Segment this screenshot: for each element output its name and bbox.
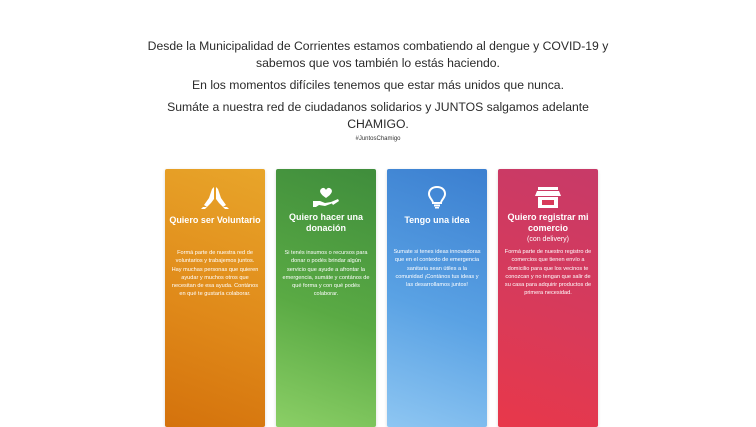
card-title <box>502 212 594 245</box>
hashtag: #JuntosChamigo <box>355 136 401 142</box>
card-donacion[interactable] <box>276 169 376 427</box>
card-idea[interactable] <box>387 169 487 427</box>
card-description: Si tenés insumos o recursos para donar o podés brindar algún servicio que ayude a afrontar la emergencia, sumáte y contános de qué forma y con qué podés colaborar. <box>282 250 370 298</box>
card-voluntario[interactable] <box>165 169 265 427</box>
card-title-text: Quiero registrar mi comercio <box>507 212 589 233</box>
card-title: Quiero ser Voluntario <box>169 215 261 225</box>
intro-line: CHAMIGO. <box>347 117 409 131</box>
card-description: Sumate si tenes ideas innovadoras que en el contexto de emergencia sanitaria sean útiles a la comunidad ¡Contános tus ideas y las desarrollamos juntos! <box>393 249 481 289</box>
intro-line: En los momentos difíciles tenemos que estar más unidos que nunca. <box>192 78 564 92</box>
praying-hands-icon <box>165 185 265 211</box>
store-icon <box>498 185 598 211</box>
intro-line: Sumáte a nuestra red de ciudadanos solidarios y JUNTOS salgamos adelante <box>167 100 589 114</box>
intro-text <box>0 38 756 133</box>
card-comercio[interactable] <box>498 169 598 427</box>
lightbulb-icon <box>387 185 487 211</box>
card-description: Formá parte de nuestra red de voluntarios y trabajemos juntos. Hay muchas personas que quieren ayudar y muchos otros que necesitan de esa ayuda. Contános en qué te gustaría colaborar. <box>171 250 259 298</box>
hand-heart-icon <box>276 185 376 211</box>
intro-line: sabemos que vos también lo estás haciendo. <box>256 56 500 70</box>
card-description: Formá parte de nuestro registro de comercios que tienen envío a domicilio para que los vecinos te conozcan y no tengan que salir de su casa para adquirir productos de primera necesidad. <box>504 249 592 297</box>
card-subtitle: (con delivery) <box>526 236 569 243</box>
intro-line: Desde la Municipalidad de Corrientes estamos combatiendo al dengue y COVID-19 y <box>147 39 609 53</box>
card-title: Quiero hacer una donación <box>288 212 364 233</box>
card-title: Tengo una idea <box>404 215 470 225</box>
